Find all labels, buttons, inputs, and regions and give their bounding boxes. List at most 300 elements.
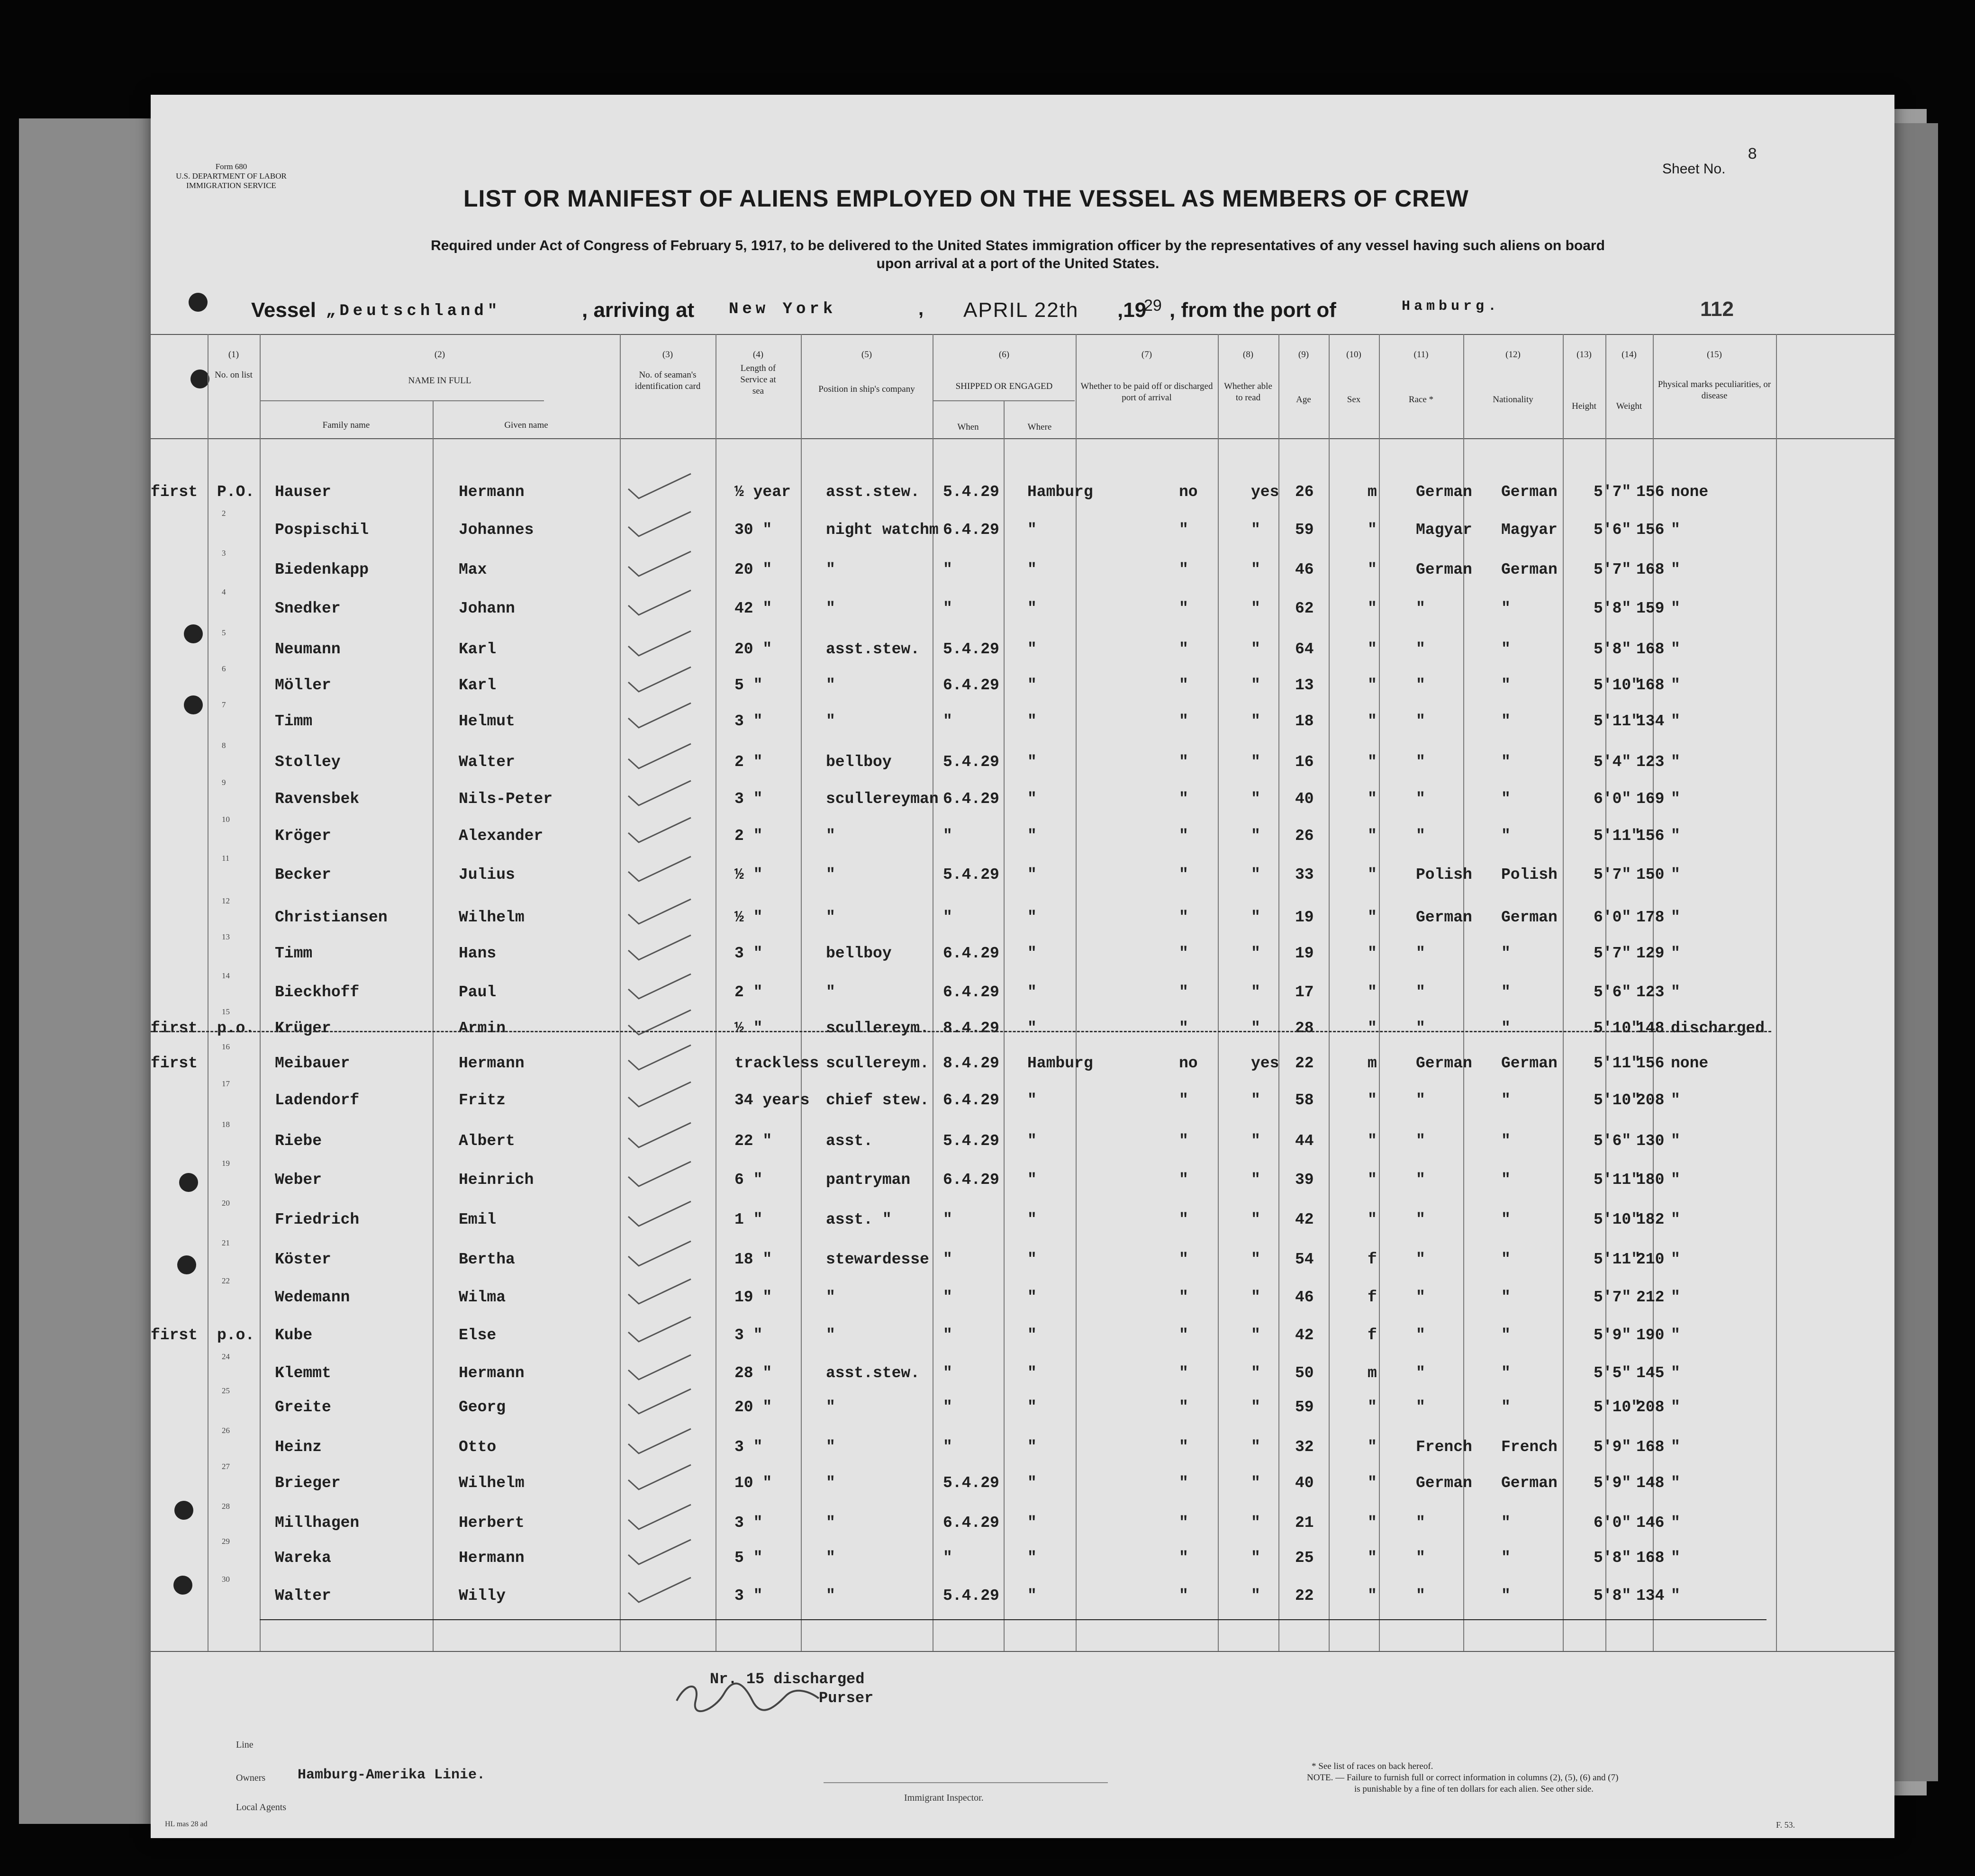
row-number: 5 (222, 628, 226, 637)
id-card-checkmark-icon (625, 779, 696, 807)
cell-read: yes (1251, 483, 1279, 501)
cell-weight: 210 (1636, 1251, 1665, 1268)
cell-position: " (826, 1289, 835, 1306)
cell-position: " (826, 1438, 835, 1456)
row-number: 14 (222, 971, 230, 980)
row-number: 6 (222, 664, 226, 673)
cell-height: 5'7" (1594, 945, 1631, 962)
cell-read: " (1251, 1091, 1260, 1109)
table-row (151, 509, 1894, 550)
cell-given: Karl (459, 676, 497, 694)
cell-position: asst.stew. (826, 640, 920, 658)
cell-nat: French (1501, 1438, 1558, 1456)
cell-nat: " (1501, 600, 1511, 617)
row-number: 25 (222, 1386, 230, 1395)
row-number: 30 (222, 1575, 230, 1584)
table-row (151, 1199, 1894, 1239)
cell-nat: German (1501, 483, 1558, 501)
cell-sex: " (1368, 1514, 1377, 1532)
cell-sex: " (1368, 600, 1377, 617)
cell-read: " (1251, 983, 1260, 1001)
cell-age: 13 (1295, 676, 1314, 694)
cell-family: Ladendorf (275, 1091, 360, 1109)
cell-sex: " (1368, 866, 1377, 884)
cell-pre: first (151, 1326, 198, 1344)
cell-weight: 168 (1636, 676, 1665, 694)
cell-position: " (826, 983, 835, 1001)
table-row (151, 700, 1894, 741)
cell-when: 6.4.29 (943, 983, 999, 1001)
cell-where: " (1027, 945, 1037, 962)
cell-nat: " (1501, 945, 1511, 962)
table-row (151, 587, 1894, 628)
cell-read: " (1251, 1132, 1260, 1150)
cell-age: 42 (1295, 1326, 1314, 1344)
cell-given: Hermann (459, 1549, 525, 1567)
row-number: 27 (222, 1462, 230, 1471)
id-card-checkmark-icon (625, 1277, 696, 1306)
vessel-name: „Deutschland" (326, 302, 501, 320)
cell-marks: " (1671, 1514, 1680, 1532)
id-card-checkmark-icon (625, 1121, 696, 1149)
cell-read: " (1251, 1171, 1260, 1189)
cell-nat: " (1501, 1514, 1511, 1532)
row-number: 15 (222, 1007, 230, 1016)
cell-family: Biedenkapp (275, 561, 369, 578)
cell-family: Wareka (275, 1549, 331, 1567)
cell-sex: m (1368, 1055, 1377, 1072)
cell-read: " (1251, 1251, 1260, 1268)
cell-read: " (1251, 600, 1260, 617)
cell-position: bellboy (826, 945, 892, 962)
cell-family: Heinz (275, 1438, 322, 1456)
cell-paid: " (1179, 1091, 1188, 1109)
table-row (151, 896, 1894, 937)
vessel-label: Vessel (251, 298, 317, 322)
row-number: 28 (222, 1502, 230, 1511)
cell-age: 33 (1295, 866, 1314, 884)
id-card-checkmark-icon (625, 550, 696, 578)
cell-age: 64 (1295, 640, 1314, 658)
cell-race: German (1416, 561, 1472, 578)
cell-position: " (826, 909, 835, 926)
cell-read: " (1251, 1587, 1260, 1605)
cell-sex: f (1368, 1289, 1377, 1306)
cell-where: Hamburg (1027, 1055, 1093, 1072)
cell-height: 5'6" (1594, 521, 1631, 539)
cell-height: 5'7" (1594, 866, 1631, 884)
col5-number: (5) (861, 350, 872, 360)
col12-number: (12) (1505, 350, 1521, 360)
cell-given: Wilhelm (459, 909, 525, 926)
col3-header: No. of seaman's identification card (634, 370, 701, 391)
cell-weight: 156 (1636, 1055, 1665, 1072)
cell-weight: 156 (1636, 827, 1665, 845)
cell-race: German (1416, 1474, 1472, 1492)
cell-age: 32 (1295, 1438, 1314, 1456)
cell-where: " (1027, 1091, 1037, 1109)
table-row (151, 1537, 1894, 1578)
cell-nat: German (1501, 909, 1558, 926)
cell-marks: " (1671, 1326, 1680, 1344)
cell-when: 5.4.29 (943, 483, 999, 501)
from-port-label: , from the port of (1169, 298, 1336, 322)
cell-given: Julius (459, 866, 515, 884)
cell-race: " (1416, 1019, 1425, 1037)
table-row (151, 971, 1894, 1012)
cell-service: 20 " (734, 640, 772, 658)
col10-header: Sex (1347, 395, 1361, 405)
cell-pre2: p.o. (217, 1019, 255, 1037)
row-number: 8 (222, 741, 226, 750)
col6-number: (6) (998, 350, 1010, 360)
cell-race: Magyar (1416, 521, 1472, 539)
cell-given: Johann (459, 600, 515, 617)
cell-when: 6.4.29 (943, 790, 999, 808)
cell-sex: " (1368, 1398, 1377, 1416)
cell-paid: " (1179, 1289, 1188, 1306)
cell-position: asst.stew. (826, 483, 920, 501)
cell-age: 59 (1295, 521, 1314, 539)
punch-hole (189, 293, 208, 312)
cell-position: " (826, 1474, 835, 1492)
cell-weight: 168 (1636, 1549, 1665, 1567)
cell-nat: " (1501, 1251, 1511, 1268)
cell-when: 5.4.29 (943, 753, 999, 771)
cell-paid: " (1179, 1474, 1188, 1492)
cell-weight: 178 (1636, 909, 1665, 926)
cell-given: Paul (459, 983, 497, 1001)
cell-height: 5'8" (1594, 1587, 1631, 1605)
cell-height: 5'11" (1594, 827, 1641, 845)
cell-nat: " (1501, 1091, 1511, 1109)
cell-position: " (826, 1587, 835, 1605)
cell-height: 6'0" (1594, 790, 1631, 808)
cell-paid: " (1179, 713, 1188, 730)
cell-given: Bertha (459, 1251, 515, 1268)
cell-service: 20 " (734, 561, 772, 578)
cell-where: " (1027, 827, 1037, 845)
row-number: 10 (222, 815, 230, 824)
row-number: 16 (222, 1042, 230, 1051)
stacked-pages-left (19, 118, 164, 1824)
cell-height: 5'10" (1594, 1091, 1641, 1109)
year-suffix: 29 (1144, 297, 1162, 315)
cell-race: " (1416, 790, 1425, 808)
cell-race: " (1416, 676, 1425, 694)
cell-where: " (1027, 1211, 1037, 1228)
cell-marks: " (1671, 713, 1680, 730)
cell-when: " (943, 1251, 952, 1268)
year-prefix: ,19 (1117, 298, 1147, 322)
local-agents-label: Local Agents (236, 1802, 287, 1813)
sheet-label: Sheet No. (1662, 161, 1726, 177)
cell-paid: " (1179, 945, 1188, 962)
cell-when: " (943, 1289, 952, 1306)
col15-number: (15) (1707, 350, 1722, 360)
cell-service: 3 " (734, 945, 763, 962)
cell-service: 28 " (734, 1364, 772, 1382)
cell-position: scullereym. (826, 1019, 929, 1037)
cell-weight: 168 (1636, 561, 1665, 578)
cell-where: " (1027, 983, 1037, 1001)
department-name: U.S. DEPARTMENT OF LABOR (176, 171, 287, 180)
cell-read: " (1251, 1474, 1260, 1492)
cell-service: 18 " (734, 1251, 772, 1268)
cell-where: " (1027, 1251, 1037, 1268)
cell-service: 3 " (734, 713, 763, 730)
cell-marks: " (1671, 1132, 1680, 1150)
stamp-number: 112 (1700, 298, 1734, 321)
cell-paid: " (1179, 600, 1188, 617)
cell-when: 8.4.29 (943, 1055, 999, 1072)
cell-where: " (1027, 866, 1037, 884)
cell-age: 28 (1295, 1019, 1314, 1037)
table-row (151, 1352, 1894, 1393)
cell-family: Walter (275, 1587, 331, 1605)
cell-where: " (1027, 1289, 1037, 1306)
cell-weight: 150 (1636, 866, 1665, 884)
cell-nat: " (1501, 1326, 1511, 1344)
cell-read: " (1251, 1438, 1260, 1456)
row-number: 20 (222, 1199, 230, 1208)
arriving-port: New York (729, 300, 837, 318)
cell-sex: f (1368, 1251, 1377, 1268)
cell-sex: " (1368, 1019, 1377, 1037)
cell-position: " (826, 1549, 835, 1567)
discharged-note: Nr. 15 discharged (710, 1670, 865, 1688)
cell-marks: " (1671, 827, 1680, 845)
cell-read: " (1251, 713, 1260, 730)
cell-paid: " (1179, 983, 1188, 1001)
cell-nat: German (1501, 1474, 1558, 1492)
cell-service: 2 " (734, 753, 763, 771)
cell-where: " (1027, 1438, 1037, 1456)
cell-marks: " (1671, 753, 1680, 771)
cell-where: " (1027, 713, 1037, 730)
cell-when: 5.4.29 (943, 640, 999, 658)
cell-where: Hamburg (1027, 483, 1093, 501)
cell-race: " (1416, 983, 1425, 1001)
row-number: 22 (222, 1276, 230, 1285)
cell-when: 6.4.29 (943, 1171, 999, 1189)
cell-height: 5'11" (1594, 1171, 1641, 1189)
cell-paid: no (1179, 1055, 1198, 1072)
cell-family: Krüger (275, 1019, 331, 1037)
table-row (151, 932, 1894, 973)
cell-marks: " (1671, 1438, 1680, 1456)
id-card-checkmark-icon (625, 972, 696, 1001)
cell-paid: " (1179, 1211, 1188, 1228)
table-top-rule (151, 334, 1894, 335)
cell-position: " (826, 1398, 835, 1416)
row-number: 3 (222, 549, 226, 558)
cell-where: " (1027, 1474, 1037, 1492)
cell-weight: 168 (1636, 640, 1665, 658)
from-port: Hamburg. (1402, 298, 1501, 315)
manifest-subtitle (189, 237, 1847, 273)
cell-given: Hermann (459, 1055, 525, 1072)
col10-number: (10) (1346, 350, 1361, 360)
cell-read: " (1251, 1019, 1260, 1037)
cell-nat: " (1501, 827, 1511, 845)
row-number: 26 (222, 1426, 230, 1435)
cell-family: Stolley (275, 753, 341, 771)
cell-read: " (1251, 827, 1260, 845)
cell-race: " (1416, 600, 1425, 617)
cell-sex: " (1368, 945, 1377, 962)
cell-marks: " (1671, 909, 1680, 926)
cell-marks: discharged (1671, 1019, 1765, 1037)
cell-paid: " (1179, 561, 1188, 578)
cell-position: " (826, 1326, 835, 1344)
service-name: IMMIGRATION SERVICE (186, 181, 276, 190)
row-number: 9 (222, 778, 226, 787)
cell-age: 46 (1295, 1289, 1314, 1306)
cell-given: Emil (459, 1211, 497, 1228)
cell-position: asst. (826, 1132, 873, 1150)
id-card-checkmark-icon (625, 855, 696, 883)
cell-where: " (1027, 1326, 1037, 1344)
cell-age: 19 (1295, 945, 1314, 962)
cell-paid: " (1179, 1549, 1188, 1567)
cell-given: Herbert (459, 1514, 525, 1532)
cell-height: 6'0" (1594, 909, 1631, 926)
cell-weight: 208 (1636, 1091, 1665, 1109)
row-number: 29 (222, 1537, 230, 1546)
cell-when: 5.4.29 (943, 866, 999, 884)
cell-where: " (1027, 1398, 1037, 1416)
cell-position: scullereyman (826, 790, 939, 808)
cell-marks: " (1671, 1289, 1680, 1306)
cell-when: " (943, 1326, 952, 1344)
cell-read: " (1251, 1326, 1260, 1344)
row-number: 4 (222, 587, 226, 596)
cell-nat: " (1501, 713, 1511, 730)
col9-number: (9) (1298, 350, 1309, 360)
cell-pre: first (151, 1055, 198, 1072)
cell-service: 3 " (734, 1326, 763, 1344)
cell-when: 5.4.29 (943, 1587, 999, 1605)
cell-marks: " (1671, 521, 1680, 539)
cell-age: 58 (1295, 1091, 1314, 1109)
cell-given: Fritz (459, 1091, 506, 1109)
cell-given: Hermann (459, 1364, 525, 1382)
cell-marks: " (1671, 866, 1680, 884)
cell-height: 5'10" (1594, 1019, 1641, 1037)
cell-paid: " (1179, 1251, 1188, 1268)
cell-weight: 169 (1636, 790, 1665, 808)
table-row (151, 815, 1894, 856)
table-row (151, 1159, 1894, 1200)
cell-age: 40 (1295, 1474, 1314, 1492)
id-card-checkmark-icon (625, 510, 696, 538)
table-row (151, 549, 1894, 589)
cell-height: 5'10" (1594, 676, 1641, 694)
col2-header: NAME IN FULL (408, 376, 471, 386)
table-row (151, 1502, 1894, 1542)
cell-height: 5'4" (1594, 753, 1631, 771)
id-card-checkmark-icon (625, 472, 696, 500)
col2-given-header: Given name (504, 420, 548, 430)
table-row (151, 741, 1894, 782)
cell-service: trackless (734, 1055, 819, 1072)
col6-when-header: When (957, 422, 979, 432)
cell-family: Hauser (275, 483, 331, 501)
cell-paid: " (1179, 1514, 1188, 1532)
cell-race: " (1416, 1364, 1425, 1382)
cell-race: " (1416, 1091, 1425, 1109)
cell-marks: " (1671, 640, 1680, 658)
cell-nat: " (1501, 1019, 1511, 1037)
cell-read: " (1251, 1289, 1260, 1306)
subtitle-line-1: Required under Act of Congress of February 5, 1917, to be delivered to the United States immigration officer by the representatives of any vessel having such aliens on board (431, 238, 1605, 253)
cell-position: " (826, 827, 835, 845)
row-number: 12 (222, 896, 230, 905)
row-number: 17 (222, 1079, 230, 1088)
immigrant-inspector-label: Immigrant Inspector. (904, 1793, 984, 1803)
cell-race: " (1416, 1132, 1425, 1150)
cell-where: " (1027, 1514, 1037, 1532)
cell-family: Pospischil (275, 521, 369, 539)
table-row (151, 1386, 1894, 1427)
cell-nat: " (1501, 1211, 1511, 1228)
cell-position: scullereym. (826, 1055, 929, 1072)
row-number: 19 (222, 1159, 230, 1168)
cell-sex: " (1368, 1091, 1377, 1109)
cell-race: " (1416, 1211, 1425, 1228)
cell-race: " (1416, 1289, 1425, 1306)
cell-sex: " (1368, 790, 1377, 808)
cell-marks: " (1671, 561, 1680, 578)
cell-weight: 148 (1636, 1019, 1665, 1037)
cell-given: Nils-Peter (459, 790, 553, 808)
cell-nat: German (1501, 1055, 1558, 1072)
cell-given: Heinrich (459, 1171, 534, 1189)
cell-position: bellboy (826, 753, 892, 771)
cell-family: Friedrich (275, 1211, 360, 1228)
cell-height: 5'6" (1594, 1132, 1631, 1150)
cell-nat: " (1501, 640, 1511, 658)
cell-given: Walter (459, 753, 515, 771)
col13-header: Height (1572, 401, 1596, 411)
cell-position: chief stew. (826, 1091, 929, 1109)
col3-number: (3) (662, 350, 673, 360)
cell-nat: Magyar (1501, 521, 1558, 539)
cell-marks: " (1671, 1398, 1680, 1416)
arriving-label: , arriving at (582, 298, 695, 322)
cell-where: " (1027, 1549, 1037, 1567)
cell-family: Riebe (275, 1132, 322, 1150)
col4-header: Length of Service at sea (740, 363, 776, 396)
cell-age: 40 (1295, 790, 1314, 808)
cell-read: " (1251, 945, 1260, 962)
table-row (151, 854, 1894, 894)
cell-family: Meibauer (275, 1055, 350, 1072)
cell-when: 5.4.29 (943, 1132, 999, 1150)
col6-header: SHIPPED OR ENGAGED (955, 381, 1053, 391)
cell-given: Armin (459, 1019, 506, 1037)
cell-age: 22 (1295, 1055, 1314, 1072)
table-bottom-rule (151, 1651, 1894, 1652)
id-card-checkmark-icon (625, 1576, 696, 1604)
cell-height: 5'5" (1594, 1364, 1631, 1382)
cell-read: " (1251, 753, 1260, 771)
cell-read: " (1251, 909, 1260, 926)
cell-race: " (1416, 945, 1425, 962)
cell-family: Snedker (275, 600, 341, 617)
cell-when: 6.4.29 (943, 521, 999, 539)
